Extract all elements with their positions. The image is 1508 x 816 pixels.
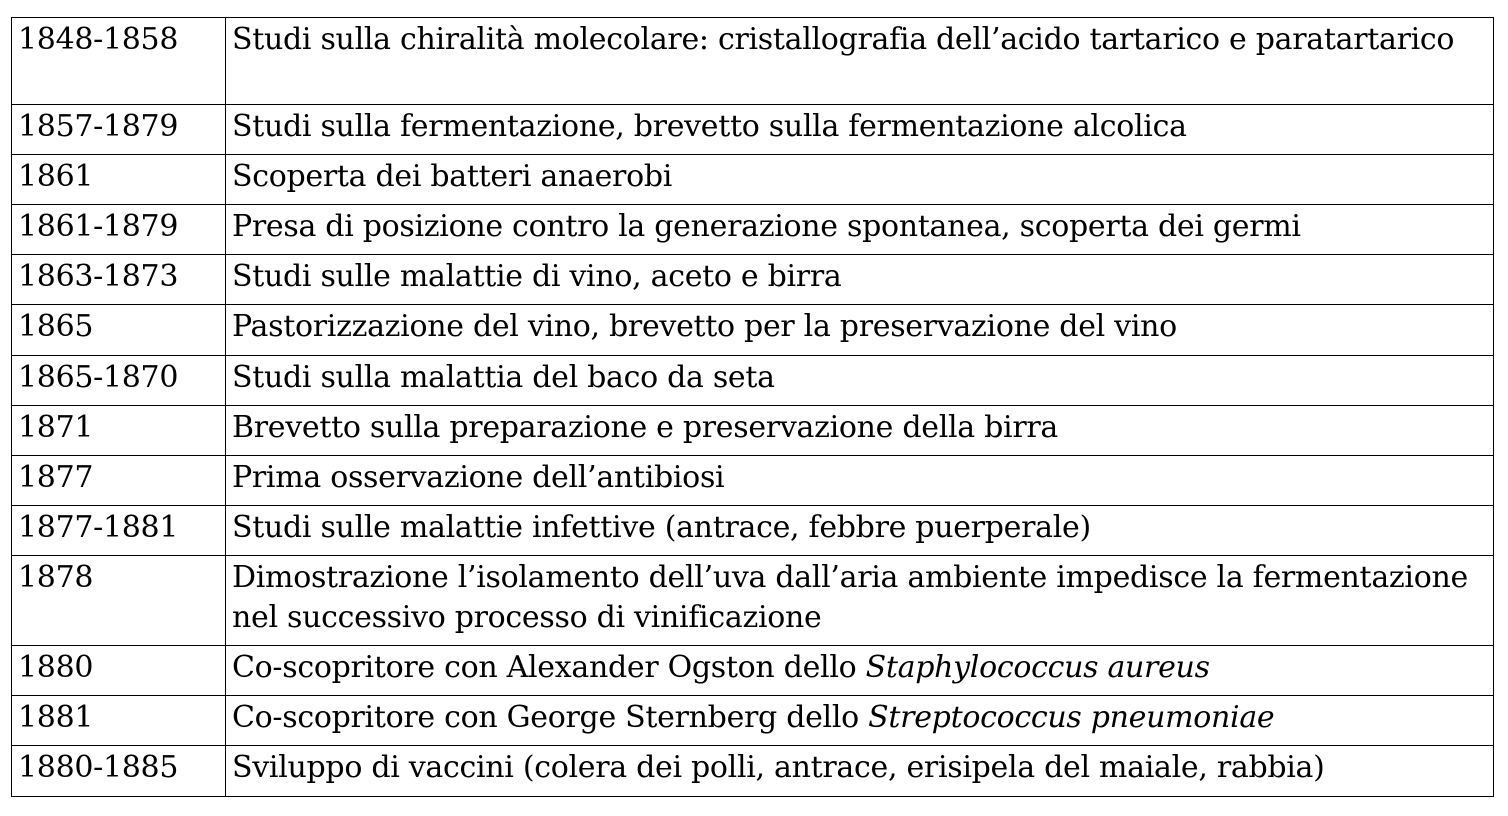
table-row bbox=[12, 155, 1494, 205]
event-cell: Presa di posizione contro la generazione spontanea, scoperta dei germi bbox=[226, 205, 1494, 255]
table-row bbox=[12, 746, 1494, 797]
year-cell: 1881 bbox=[12, 696, 226, 746]
year-cell: 1865-1870 bbox=[12, 356, 226, 406]
event-cell: Dimostrazione l’isolamento dell’uva dall’aria ambiente impedisce la fermentazione nel successivo processo di vinificazione bbox=[226, 556, 1494, 646]
year-cell: 1877 bbox=[12, 456, 226, 506]
table-row bbox=[12, 18, 1494, 105]
year-cell: 1878 bbox=[12, 556, 226, 646]
year-cell: 1848-1858 bbox=[12, 18, 226, 105]
event-text: Co-scopritore con George Sternberg dello bbox=[232, 700, 869, 735]
table-row bbox=[12, 506, 1494, 556]
table-row bbox=[12, 305, 1494, 356]
year-cell: 1857-1879 bbox=[12, 105, 226, 155]
year-cell: 1863-1873 bbox=[12, 255, 226, 305]
table-row bbox=[12, 456, 1494, 506]
event-cell: Studi sulla malattia del baco da seta bbox=[226, 356, 1494, 406]
species-name: Staphylococcus aureus bbox=[865, 650, 1210, 685]
event-cell: Pastorizzazione del vino, brevetto per la preservazione del vino bbox=[226, 305, 1494, 356]
year-cell: 1861 bbox=[12, 155, 226, 205]
year-cell: 1861-1879 bbox=[12, 205, 226, 255]
event-cell: Studi sulle malattie infettive (antrace, febbre puerperale) bbox=[226, 506, 1494, 556]
event-cell: Scoperta dei batteri anaerobi bbox=[226, 155, 1494, 205]
event-cell: Sviluppo di vaccini (colera dei polli, antrace, erisipela del maiale, rabbia) bbox=[226, 746, 1494, 797]
year-cell: 1865 bbox=[12, 305, 226, 356]
year-cell: 1880 bbox=[12, 646, 226, 696]
event-cell: Studi sulle malattie di vino, aceto e birra bbox=[226, 255, 1494, 305]
event-cell: Prima osservazione dell’antibiosi bbox=[226, 456, 1494, 506]
table-row bbox=[12, 406, 1494, 456]
table-row bbox=[12, 646, 1494, 696]
year-cell: 1871 bbox=[12, 406, 226, 456]
year-cell: 1880-1885 bbox=[12, 746, 226, 797]
table-row bbox=[12, 556, 1494, 646]
event-cell: Studi sulla chiralità molecolare: cristallografia dell’acido tartarico e paratartarico bbox=[226, 18, 1494, 105]
event-cell: Brevetto sulla preparazione e preservazione della birra bbox=[226, 406, 1494, 456]
table-row bbox=[12, 696, 1494, 746]
event-text: Co-scopritore con Alexander Ogston dello bbox=[232, 650, 866, 685]
species-name: Streptococcus pneumoniae bbox=[868, 700, 1275, 735]
event-cell: Studi sulla fermentazione, brevetto sulla fermentazione alcolica bbox=[226, 105, 1494, 155]
event-cell bbox=[226, 646, 1494, 696]
table-row bbox=[12, 205, 1494, 255]
timeline-table bbox=[11, 17, 1494, 797]
event-cell bbox=[226, 696, 1494, 746]
year-cell: 1877-1881 bbox=[12, 506, 226, 556]
table-row bbox=[12, 255, 1494, 305]
table-row bbox=[12, 356, 1494, 406]
table-row bbox=[12, 105, 1494, 155]
